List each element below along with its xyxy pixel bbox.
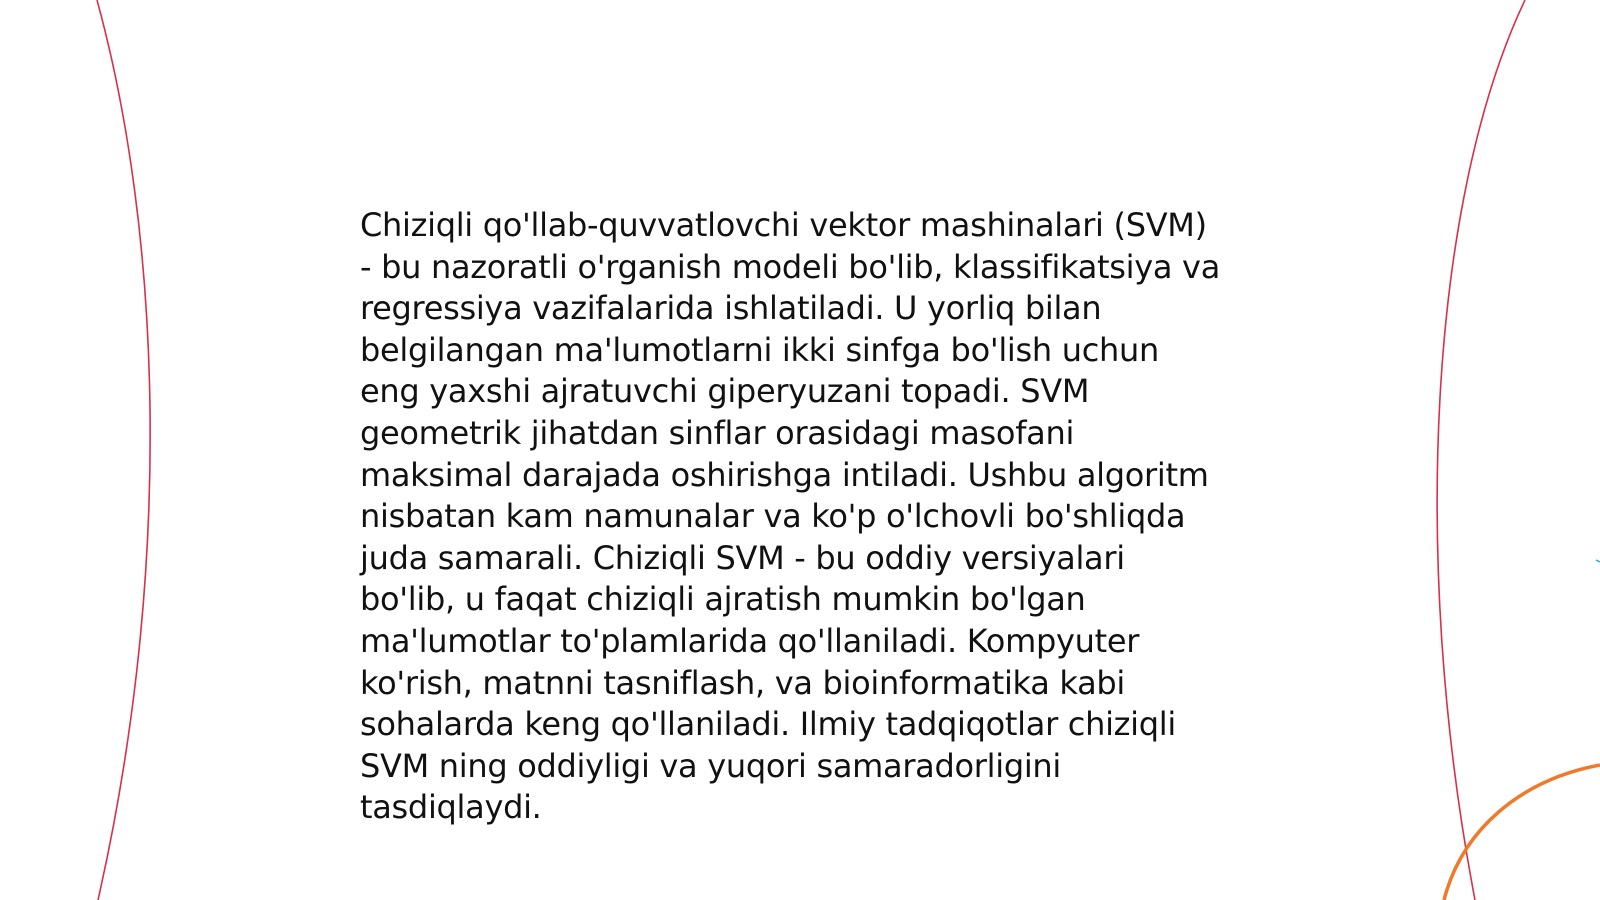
paragraph-line: bo'lib, u faqat chiziqli ajratish mumkin bo'lgan [360,580,1086,619]
paragraph-line: - bu nazoratli o'rganish modeli bo'lib, klassifikatsiya va [360,247,1221,286]
paragraph-line: ko'rish, matnni tasniflash, va bioinformatika kabi [360,663,1125,702]
paragraph-line: sohalarda keng qo'llaniladi. Ilmiy tadqiqotlar chiziqli [360,705,1176,744]
left-decorative-curve [97,0,150,900]
orange-decorative-arc [1444,765,1600,900]
paragraph-line: Chiziqli qo'llab-quvvatlovchi vektor mashinalari (SVM) [360,206,1207,244]
paragraph-line: eng yaxshi ajratuvchi giperyuzani topadi. SVM [360,372,1090,411]
paragraph-line: regressiya vazifalarida ishlatiladi. U yorliq bilan [360,289,1102,328]
paragraph-line: tasdiqlaydi. [360,788,542,827]
body-paragraph [360,205,1260,829]
paragraph-line: ma'lumotlar to'plamlarida qo'llaniladi. Kompyuter [360,621,1140,660]
paragraph-line: maksimal darajada oshirishga intiladi. Ushbu algoritm [360,455,1209,494]
paragraph-line: juda samarali. Chiziqli SVM - bu oddiy versiyalari [360,538,1125,577]
right-decorative-curve [1437,0,1525,900]
paragraph-line: belgilangan ma'lumotlarni ikki sinfga bo'lish uchun [360,330,1159,369]
paragraph-line: SVM ning oddiyligi va yuqori samaradorligini [360,746,1061,785]
paragraph-line: geometrik jihatdan sinflar orasidagi masofani [360,413,1075,452]
paragraph-line: nisbatan kam namunalar va ko'p o'lchovli bo'shliqda [360,497,1186,536]
small-teal-mark [1596,560,1600,562]
